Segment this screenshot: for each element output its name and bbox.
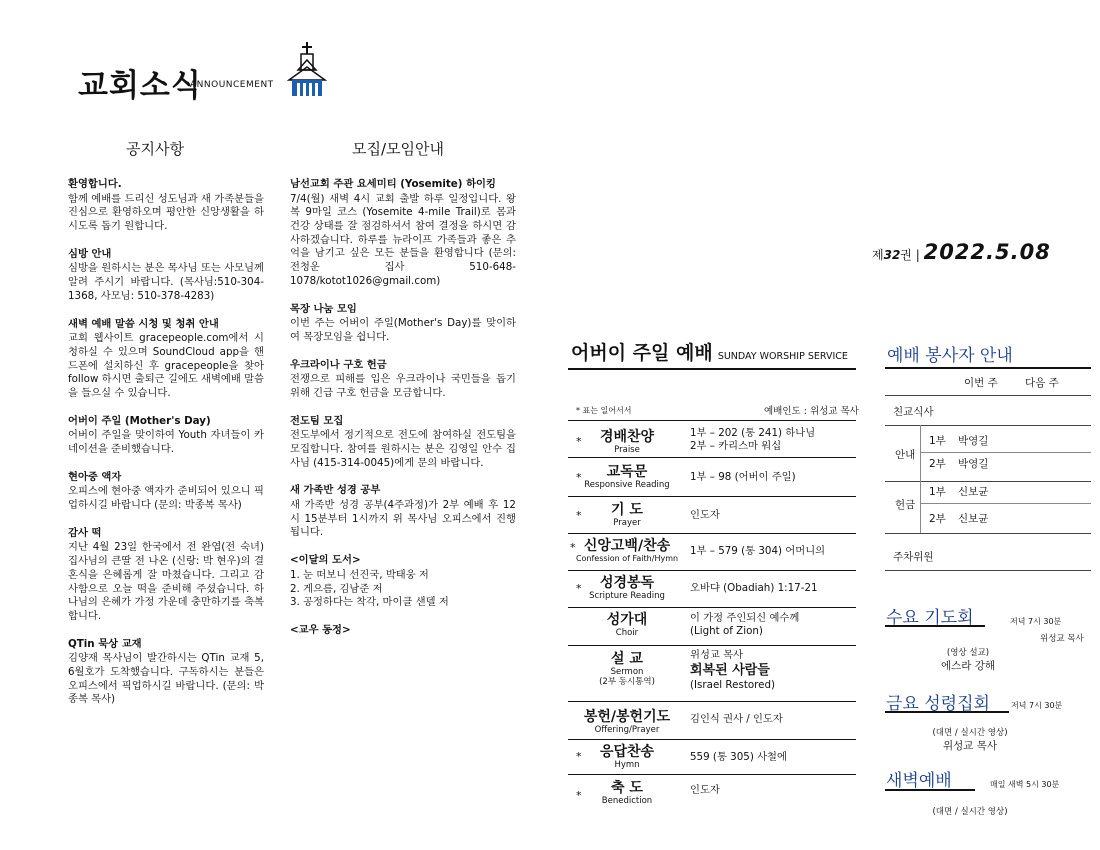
order-content-line: 위성교 목사 — [690, 649, 744, 661]
order-content — [690, 713, 783, 726]
notices-list — [68, 178, 264, 707]
order-content-line: 오바댜 (Obadiah) 1:17-21 — [690, 582, 818, 594]
order-content — [690, 427, 815, 453]
order-content-line: 인도자 — [690, 509, 720, 521]
recruit-list — [290, 178, 516, 639]
dawn-title-rule — [885, 789, 975, 791]
row-divider — [568, 701, 856, 702]
recruit-body: 1. 눈 떠보니 선진국, 박태웅 저 2. 게으름, 김남준 저 3. 공정하다는 착각, 마이클 샌델 저 — [290, 568, 449, 609]
order-content — [690, 545, 825, 558]
order-name-en: Hymn — [614, 760, 640, 770]
friday-time: 저녁 7시 30분 — [1011, 701, 1063, 710]
notice-body: 어버이 주일을 맞이하여 Youth 자녀들이 카네이션을 준비했습니다. — [68, 429, 264, 455]
stand-marker: * — [576, 789, 582, 802]
order-name-en: Praise — [614, 445, 640, 455]
edition-number: 32 — [883, 248, 901, 262]
order-name-en: Offering/Prayer — [594, 725, 660, 735]
order-content — [690, 751, 787, 764]
recruit-body: 전쟁으로 피해를 입은 우크라이나 국민들을 돕기 위해 긴급 구호 헌금을 모금합니다. — [290, 373, 516, 399]
order-content — [690, 509, 720, 522]
order-name — [574, 780, 680, 806]
dawn-time: 매일 새벽 5시 30분 — [990, 780, 1060, 789]
row-divider — [568, 645, 856, 646]
order-content-line: 김인식 권사 / 인도자 — [690, 713, 783, 725]
recruit-item — [290, 415, 516, 471]
order-name-ko: 경배찬양 — [599, 429, 655, 445]
recruit-body: 새 가족반 성경 공부(4주과정)가 2부 예배 후 12시 15분부터 1시까지 위 목사님 오피스에서 진행됩니다. — [290, 499, 516, 539]
order-content-line: 1부 – 202 (통 241) 하나님 — [690, 427, 816, 439]
order-name-note: (2부 동시통역) — [599, 677, 655, 687]
stand-marker: * — [576, 750, 582, 763]
volunteers-usher-part: 1부 — [929, 435, 946, 447]
row-divider — [568, 739, 856, 740]
order-name-en: Prayer — [613, 518, 641, 528]
stand-marker: * — [570, 541, 576, 554]
order-name-ko: 응답찬송 — [599, 744, 655, 760]
worship-leader: 예배인도 : 위성교 목사 — [764, 406, 859, 417]
order-name-en: Responsive Reading — [584, 480, 670, 490]
recruit-title: 남선교회 주관 요세미티 (Yosemite) 하이킹 — [290, 178, 496, 190]
wednesday-title: 수요 기도회 — [886, 608, 974, 628]
recruit-title: <교우 동정> — [290, 623, 351, 636]
volunteers-title: 예배 봉사자 안내 — [887, 346, 1013, 366]
row-divider — [568, 457, 856, 458]
notice-title: 새벽 예배 말씀 시청 및 청취 안내 — [68, 317, 219, 330]
row-divider — [920, 452, 1091, 453]
order-content-line: (Light of Zion) — [690, 625, 763, 637]
friday-preacher: 위성교 목사 — [942, 740, 998, 752]
notice-body: 심방을 원하시는 분은 목사님 또는 사모님께 알려 주시기 바랍니다. (목사님:510-304-1368, 사모님: 510-378-4283) — [68, 262, 264, 302]
notice-item — [68, 318, 264, 401]
recruit-title: 목장 나눔 모임 — [290, 302, 357, 315]
recruit-title: 우크라이나 구호 헌금 — [290, 358, 387, 371]
row-divider — [568, 607, 856, 608]
volunteers-offering-part: 2부 — [929, 513, 946, 525]
order-content-line: 1부 – 98 (어버이 주일) — [690, 471, 796, 483]
wednesday-note: (영상 설교) — [946, 648, 990, 658]
notice-title: 환영합니다. — [68, 178, 122, 190]
church-icon — [284, 40, 330, 96]
dawn-title: 새벽예배 — [886, 771, 952, 791]
order-name-ko: 봉헌/봉헌기도 — [583, 709, 671, 725]
volunteers-offering-label: 헌금 — [895, 499, 916, 511]
row-divider — [885, 570, 1091, 571]
volunteers-offering-name: 신보균 — [958, 486, 989, 498]
worship-title-en: SUNDAY WORSHIP SERVICE — [717, 351, 848, 362]
recruit-title: 전도팀 모집 — [290, 414, 344, 427]
stand-marker: * — [576, 582, 582, 595]
notice-title: QTin 묵상 교재 — [68, 637, 142, 650]
order-content-line: 559 (통 305) 사철에 — [690, 751, 787, 763]
row-divider — [885, 395, 1091, 396]
row-divider — [568, 774, 856, 775]
order-content-line: (Israel Restored) — [690, 679, 776, 691]
order-name-ko: 성경봉독 — [599, 575, 655, 591]
order-name — [574, 612, 680, 638]
notice-body: 함께 예배를 드리신 성도님과 새 가족분들을 진심으로 환영하오며 평안한 신앙생활을 하시도록 돕기 원합니다. — [68, 192, 264, 233]
column-divider — [920, 481, 921, 533]
friday-title-rule — [885, 711, 1009, 713]
order-name — [574, 744, 680, 770]
order-name-en: Confession of Faith/Hymn — [575, 554, 679, 563]
notice-item — [68, 415, 264, 457]
recruit-item — [290, 303, 516, 345]
notice-title: 현아중 액자 — [68, 470, 122, 483]
order-name-en: Sermon — [610, 667, 644, 677]
order-name — [574, 502, 680, 528]
notice-item — [68, 248, 264, 304]
recruit-heading: 모집/모임안내 — [352, 140, 444, 158]
notice-title: 심방 안내 — [68, 247, 112, 260]
order-name-ko: 기 도 — [611, 502, 643, 518]
order-content — [690, 471, 796, 484]
recruit-title: <이달의 도서> — [290, 554, 361, 567]
stand-marker: * — [576, 509, 582, 522]
order-content — [690, 582, 818, 595]
order-name-ko: 신앙고백/찬송 — [583, 538, 671, 554]
notice-item — [68, 471, 264, 513]
order-name-en: Benediction — [601, 796, 653, 806]
row-divider — [568, 533, 856, 534]
order-name-en: Choir — [615, 628, 639, 638]
wednesday-topic: 에스라 강해 — [940, 660, 996, 672]
wednesday-time: 저녁 7시 30분 — [1010, 617, 1062, 626]
recruit-item — [290, 554, 516, 610]
row-divider — [568, 570, 856, 571]
notice-body: 지난 4월 23일 한국에서 전 완엽(전 숙녀) 집사님의 큰딸 전 나온 (신랑: 박 현우)의 결혼식을 은혜롭게 잘 마쳤습니다. 그리고 감사함으로 오늘 떡을 준비해 주셨습니다. 하나님의 은혜가 가정 가운데 충만하기를 축복합니다. — [68, 541, 264, 622]
recruit-body: 7/4(월) 새벽 4시 교회 출발 하루 일정입니다. 왕복 9마일 코스 (Yosemite 4-mile Trail)로 몸과 건강 상태를 잘 점검하셔서 참여 결정을 하시면 감사하겠습니다. 하루를 뉴라이프 가족들과 좋은 추억을 남기고 싶은 모든 분들을 환영합니다 (문의: 전청운 집사 510-648-1078/kotot1026@gmail.com) — [290, 192, 516, 287]
volunteers-this-week: 이번 주 — [964, 377, 998, 389]
order-content — [690, 649, 775, 692]
notice-body: 김양재 목사님이 발간하시는 QTin 교재 5, 6월호가 도착했습니다. 구독하시는 분들은 오피스에서 픽업하시길 바랍니다. (문의: 박종복 목사) — [68, 652, 264, 706]
order-name — [568, 538, 686, 564]
order-name-ko: 성가대 — [606, 612, 648, 628]
order-content — [690, 784, 720, 797]
stand-marker: * — [576, 435, 582, 448]
order-name — [574, 575, 680, 601]
page-title: 교회소식 — [78, 68, 202, 104]
volunteers-fellowship: 친교식사 — [893, 406, 934, 418]
edition-suffix: 권 | — [900, 248, 920, 262]
volunteers-offering-part: 1부 — [929, 486, 946, 498]
column-divider — [920, 425, 921, 481]
order-name-ko: 설 교 — [611, 651, 643, 667]
recruit-title: 새 가족반 성경 공부 — [290, 484, 381, 497]
notice-title: 어버이 주일 (Mother's Day) — [68, 414, 211, 427]
order-content-line: 인도자 — [690, 784, 720, 796]
notice-item — [68, 178, 264, 234]
stand-note: * 표는 일어서서 — [576, 406, 632, 415]
volunteers-usher-part: 2부 — [929, 458, 946, 470]
order-name — [574, 464, 680, 490]
order-content-line: 1부 – 579 (통 304) 어머니의 — [690, 545, 826, 557]
order-name-ko: 교독문 — [606, 464, 648, 480]
dawn-note: (대면 / 실시간 영상) — [932, 807, 1008, 817]
notice-body: 오피스에 현아중 액자가 준비되어 있으니 픽업하시길 바랍니다 (문의: 박종복 목사) — [68, 485, 264, 512]
recruit-body: 전도부에서 정기적으로 전도에 참여하실 전도팀을 모집합니다. 참여를 원하시는 분은 김영일 안수 집사님 (415-314-0045)에게 문의 바랍니다. — [290, 429, 516, 469]
worship-title-rule — [568, 368, 856, 370]
order-content — [690, 612, 799, 638]
volunteers-parking: 주차위원 — [893, 551, 934, 563]
notice-item — [68, 527, 264, 624]
volunteers-title-rule — [885, 367, 1091, 369]
notice-title: 감사 떡 — [68, 526, 102, 539]
recruit-item — [290, 359, 516, 401]
notices-heading: 공지사항 — [126, 140, 184, 158]
order-name — [574, 709, 680, 735]
row-divider — [885, 481, 1091, 482]
order-content-line: 이 가정 주인되신 예수께 — [690, 612, 800, 624]
page-subtitle: ANNOUNCEMENT — [190, 80, 274, 90]
order-content-line: 2부 – 카리스마 워십 — [690, 440, 782, 452]
edition-label — [872, 240, 1051, 264]
order-name-ko: 축 도 — [611, 780, 643, 796]
row-divider — [885, 425, 1091, 426]
edition-date: 2022.5.08 — [923, 240, 1051, 264]
row-divider — [885, 533, 1091, 534]
wednesday-title-rule — [885, 625, 985, 627]
notice-body: 교회 웹사이트 gracepeople.com에서 시청하실 수 있으며 SoundCloud app을 핸드폰에 설치하신 후 gracepeople을 찾아 follow 하시면 출퇴근 길에도 새벽예배 말씀을 들으실 수 있습니다. — [68, 332, 264, 399]
friday-note: (대면 / 실시간 영상) — [932, 728, 1008, 738]
volunteers-next-week: 다음 주 — [1025, 377, 1059, 389]
wednesday-preacher: 위성교 목사 — [1040, 634, 1084, 644]
order-content-line: 회복된 사람들 — [690, 663, 770, 678]
edition-prefix: 제 — [872, 248, 884, 262]
volunteers-offering-name: 신보균 — [958, 513, 989, 525]
volunteers-usher-name: 박영길 — [958, 458, 989, 470]
worship-title — [571, 338, 848, 365]
order-name — [574, 429, 680, 455]
recruit-item — [290, 178, 516, 289]
friday-title: 금요 성령집회 — [886, 694, 990, 714]
worship-title-ko: 어버이 주일 예배 — [571, 342, 713, 364]
recruit-body: 이번 주는 어버이 주일(Mother's Day)를 맞이하여 목장모임을 쉽니다. — [290, 317, 516, 343]
volunteers-usher-name: 박영길 — [958, 435, 989, 447]
stand-marker: * — [576, 471, 582, 484]
order-name — [574, 651, 680, 687]
row-divider — [920, 503, 1091, 504]
recruit-item — [290, 624, 516, 638]
notice-item — [68, 638, 264, 707]
order-name-en: Scripture Reading — [589, 591, 665, 601]
row-divider — [568, 420, 856, 421]
row-divider — [568, 496, 856, 497]
volunteers-usher-label: 안내 — [895, 449, 916, 461]
recruit-item — [290, 484, 516, 540]
